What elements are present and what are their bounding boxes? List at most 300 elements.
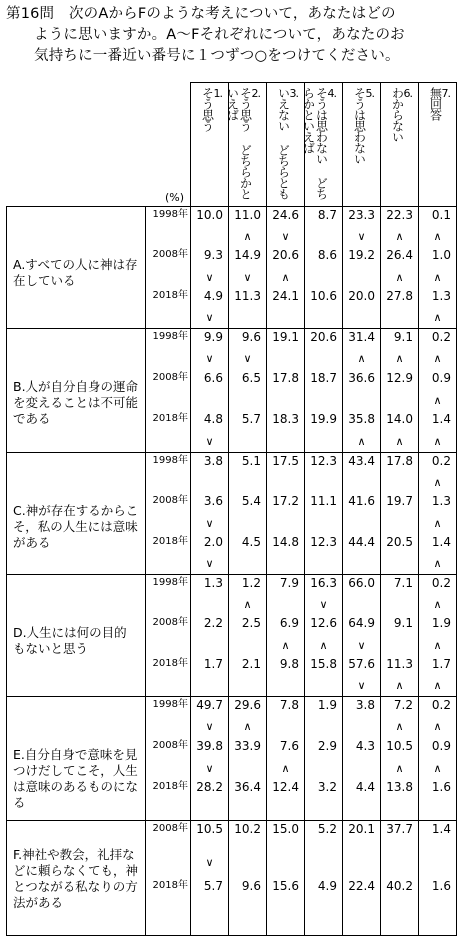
question-line-3: 気持ちに一番近い番号に１つずつ○をつけてください。 xyxy=(34,48,400,64)
significance-mark: ∨ xyxy=(229,349,267,370)
value-cell: 14.0 xyxy=(381,411,419,432)
significance-mark xyxy=(343,595,381,615)
value-cell: 9.1 xyxy=(381,328,419,349)
year-label: 2008年 xyxy=(152,371,188,383)
value-cell: 24.6 xyxy=(267,207,305,227)
significance-mark xyxy=(267,717,305,738)
value-cell: 36.6 xyxy=(343,370,381,391)
column-header-4 xyxy=(301,83,343,207)
significance-mark xyxy=(229,432,267,453)
value-cell: 4.8 xyxy=(191,411,229,432)
item-label-cell xyxy=(7,452,146,574)
value-cell: 3.8 xyxy=(343,696,381,717)
significance-mark xyxy=(229,849,267,878)
value-cell: 35.8 xyxy=(343,411,381,432)
column-number: 6. xyxy=(403,87,412,100)
table-row xyxy=(7,574,457,594)
value-cell: 17.8 xyxy=(267,370,305,391)
item-label-cell xyxy=(7,328,146,452)
significance-mark xyxy=(305,432,343,453)
significance-mark xyxy=(381,513,419,533)
significance-mark: ∧ xyxy=(419,227,457,247)
item-label: F.神社や教会，礼拝などに頼らなくても，神とつながる私なりの方法がある xyxy=(13,846,139,910)
significance-mark xyxy=(191,635,229,655)
survey-table xyxy=(6,82,457,936)
value-cell: 0.2 xyxy=(419,696,457,717)
year-label: 2018年 xyxy=(152,413,188,425)
value-cell: 5.2 xyxy=(305,820,343,849)
value-cell: 7.2 xyxy=(381,696,419,717)
value-cell: 17.5 xyxy=(267,452,305,472)
item-label: D.人生には何の目的もないと思う xyxy=(13,624,127,656)
column-label: そう思う どちらかといえば xyxy=(225,87,253,199)
value-cell: 40.2 xyxy=(381,878,419,907)
column-header-6 xyxy=(381,83,419,207)
significance-mark xyxy=(343,800,381,821)
value-cell: 20.0 xyxy=(343,288,381,308)
item-label-cell xyxy=(7,696,146,820)
mark-spacer xyxy=(146,308,191,328)
significance-mark: ∧ xyxy=(381,227,419,247)
mark-spacer xyxy=(146,267,191,287)
column-number: 1. xyxy=(213,87,222,100)
table-row xyxy=(7,696,457,717)
significance-mark xyxy=(305,676,343,696)
value-cell: 44.4 xyxy=(343,534,381,554)
significance-mark xyxy=(229,758,267,779)
significance-mark xyxy=(305,308,343,328)
significance-mark: ∧ xyxy=(343,432,381,453)
significance-mark: ∧ xyxy=(419,267,457,287)
significance-mark: ∧ xyxy=(229,227,267,247)
significance-mark: ∧ xyxy=(419,473,457,493)
value-cell: 19.2 xyxy=(343,247,381,267)
significance-mark: ∧ xyxy=(267,635,305,655)
significance-mark xyxy=(343,267,381,287)
significance-mark: ∧ xyxy=(381,349,419,370)
significance-mark xyxy=(267,308,305,328)
value-cell: 13.8 xyxy=(381,779,419,800)
significance-mark xyxy=(305,473,343,493)
significance-mark xyxy=(343,308,381,328)
value-cell: 26.4 xyxy=(381,247,419,267)
significance-mark: ∧ xyxy=(381,717,419,738)
significance-mark xyxy=(419,907,457,936)
value-cell: 16.3 xyxy=(305,574,343,594)
value-cell: 1.6 xyxy=(419,878,457,907)
significance-mark xyxy=(229,390,267,411)
significance-mark xyxy=(343,717,381,738)
value-cell: 0.9 xyxy=(419,738,457,759)
value-cell: 27.8 xyxy=(381,288,419,308)
percent-unit: (%) xyxy=(164,191,184,204)
value-cell: 22.3 xyxy=(381,207,419,227)
value-cell: 57.6 xyxy=(343,656,381,676)
significance-mark: ∧ xyxy=(381,432,419,453)
value-cell: 12.9 xyxy=(381,370,419,391)
significance-mark: ∨ xyxy=(191,717,229,738)
significance-mark xyxy=(267,473,305,493)
column-header-text xyxy=(201,87,223,131)
significance-mark: ∧ xyxy=(305,635,343,655)
value-cell: 3.6 xyxy=(191,493,229,513)
column-header-text xyxy=(429,87,451,120)
significance-mark: ∨ xyxy=(191,432,229,453)
value-cell: 1.4 xyxy=(419,534,457,554)
mark-spacer xyxy=(146,849,191,878)
mark-spacer xyxy=(146,717,191,738)
column-header-text xyxy=(391,87,413,142)
item-label: E.自分自身で意味を見つけだしてこそ，人生は意味のあるものになる xyxy=(13,746,139,810)
value-cell: 10.5 xyxy=(191,820,229,849)
significance-mark xyxy=(305,849,343,878)
significance-mark xyxy=(305,349,343,370)
significance-mark: ∨ xyxy=(343,227,381,247)
value-cell: 24.1 xyxy=(267,288,305,308)
significance-mark xyxy=(343,473,381,493)
value-cell: 20.5 xyxy=(381,534,419,554)
column-label: そうは思わない xyxy=(352,87,367,164)
mark-spacer xyxy=(146,432,191,453)
significance-mark xyxy=(191,676,229,696)
value-cell: 31.4 xyxy=(343,328,381,349)
year-label: 1998年 xyxy=(146,207,191,227)
mark-spacer xyxy=(146,227,191,247)
significance-mark: ∧ xyxy=(419,595,457,615)
column-label: いえない どちらとも xyxy=(276,87,291,199)
significance-mark: ∨ xyxy=(191,349,229,370)
item-label-cell xyxy=(7,207,146,329)
column-header-3 xyxy=(267,83,305,207)
significance-mark xyxy=(191,800,229,821)
year-label: 2008年 xyxy=(152,739,188,751)
value-cell: 0.2 xyxy=(419,574,457,594)
value-cell: 2.9 xyxy=(305,738,343,759)
value-cell: 17.8 xyxy=(381,452,419,472)
significance-mark xyxy=(229,907,267,936)
significance-mark: ∧ xyxy=(419,432,457,453)
value-cell: 4.5 xyxy=(229,534,267,554)
column-header-text xyxy=(353,87,375,164)
value-cell: 7.6 xyxy=(267,738,305,759)
year-label: 2008年 xyxy=(152,249,188,261)
column-header-text xyxy=(277,87,299,199)
value-cell: 15.0 xyxy=(267,820,305,849)
value-cell: 12.6 xyxy=(305,615,343,635)
significance-mark xyxy=(191,227,229,247)
item-label: A.すべての人に神は存在している xyxy=(13,257,138,288)
value-cell: 1.9 xyxy=(419,615,457,635)
value-cell: 1.6 xyxy=(419,779,457,800)
value-cell: 36.4 xyxy=(229,779,267,800)
column-header-1 xyxy=(191,83,229,207)
value-cell: 6.6 xyxy=(191,370,229,391)
value-cell: 20.6 xyxy=(305,328,343,349)
value-cell: 10.5 xyxy=(381,738,419,759)
value-cell: 9.9 xyxy=(191,328,229,349)
value-cell: 39.8 xyxy=(191,738,229,759)
significance-mark: ∧ xyxy=(229,595,267,615)
value-cell: 7.9 xyxy=(267,574,305,594)
value-cell: 4.3 xyxy=(343,738,381,759)
value-cell: 19.9 xyxy=(305,411,343,432)
value-cell: 4.4 xyxy=(343,779,381,800)
significance-mark xyxy=(229,554,267,574)
column-header-5 xyxy=(343,83,381,207)
mark-spacer xyxy=(146,554,191,574)
value-cell: 12.3 xyxy=(305,534,343,554)
value-cell: 20.1 xyxy=(343,820,381,849)
significance-mark: ∧ xyxy=(419,390,457,411)
significance-mark xyxy=(381,554,419,574)
value-cell: 0.1 xyxy=(419,207,457,227)
significance-mark xyxy=(305,513,343,533)
mark-spacer xyxy=(146,513,191,533)
value-cell: 9.6 xyxy=(229,878,267,907)
significance-mark xyxy=(381,473,419,493)
value-cell: 23.3 xyxy=(343,207,381,227)
significance-mark xyxy=(305,907,343,936)
year-label: 1998年 xyxy=(146,328,191,349)
significance-mark: ∧ xyxy=(419,308,457,328)
year-label: 2008年 xyxy=(146,820,191,849)
significance-mark xyxy=(305,267,343,287)
significance-mark: ∧ xyxy=(419,717,457,738)
significance-mark xyxy=(381,907,419,936)
mark-spacer xyxy=(146,635,191,655)
significance-mark: ∧ xyxy=(419,676,457,696)
item-label: B.人が自分自身の運命を変えることは不可能である xyxy=(13,378,139,426)
significance-mark xyxy=(191,595,229,615)
significance-mark xyxy=(267,432,305,453)
item-label-cell xyxy=(7,820,146,935)
value-cell: 5.7 xyxy=(229,411,267,432)
value-cell: 15.6 xyxy=(267,878,305,907)
header-blank xyxy=(7,83,191,207)
significance-mark xyxy=(381,390,419,411)
significance-mark: ∧ xyxy=(419,554,457,574)
header-row xyxy=(7,83,457,207)
significance-mark: ∧ xyxy=(381,267,419,287)
value-cell: 29.6 xyxy=(229,696,267,717)
value-cell: 9.8 xyxy=(267,656,305,676)
significance-mark: ∧ xyxy=(343,349,381,370)
column-header-2 xyxy=(225,83,267,207)
value-cell: 3.8 xyxy=(191,452,229,472)
value-cell: 15.8 xyxy=(305,656,343,676)
value-cell: 1.3 xyxy=(191,574,229,594)
table-row xyxy=(7,452,457,472)
column-number: 5. xyxy=(365,87,374,100)
item-label: C.神が存在するからこそ，私の人生には意味がある xyxy=(13,502,139,550)
year-label: 1998年 xyxy=(146,574,191,594)
significance-mark xyxy=(267,513,305,533)
value-cell: 20.6 xyxy=(267,247,305,267)
significance-mark: ∨ xyxy=(267,227,305,247)
significance-mark: ∨ xyxy=(191,513,229,533)
significance-mark xyxy=(419,849,457,878)
value-cell: 1.4 xyxy=(419,820,457,849)
value-cell: 1.4 xyxy=(419,411,457,432)
significance-mark: ∧ xyxy=(267,758,305,779)
significance-mark: ∧ xyxy=(267,267,305,287)
significance-mark xyxy=(343,849,381,878)
significance-mark xyxy=(191,390,229,411)
question-line-2: ように思いますか。A～Fそれぞれについて，あなたのお xyxy=(34,27,405,43)
significance-mark xyxy=(229,308,267,328)
significance-mark: ∨ xyxy=(343,676,381,696)
year-label: 2018年 xyxy=(152,780,188,792)
value-cell: 10.2 xyxy=(229,820,267,849)
significance-mark xyxy=(267,907,305,936)
value-cell: 7.8 xyxy=(267,696,305,717)
year-label: 2018年 xyxy=(152,657,188,669)
significance-mark xyxy=(305,227,343,247)
value-cell: 22.4 xyxy=(343,878,381,907)
value-cell: 5.4 xyxy=(229,493,267,513)
significance-mark: ∧ xyxy=(381,758,419,779)
significance-mark xyxy=(229,676,267,696)
value-cell: 0.2 xyxy=(419,328,457,349)
year-label: 2018年 xyxy=(152,289,188,301)
significance-mark: ∨ xyxy=(191,554,229,574)
value-cell: 49.7 xyxy=(191,696,229,717)
mark-spacer xyxy=(146,390,191,411)
value-cell: 66.0 xyxy=(343,574,381,594)
value-cell: 18.7 xyxy=(305,370,343,391)
value-cell: 10.6 xyxy=(305,288,343,308)
value-cell: 12.3 xyxy=(305,452,343,472)
significance-mark xyxy=(381,308,419,328)
year-label: 2008年 xyxy=(152,617,188,629)
significance-mark xyxy=(191,473,229,493)
mark-spacer xyxy=(146,676,191,696)
mark-spacer xyxy=(146,349,191,370)
column-number: 7. xyxy=(441,87,450,100)
significance-mark: ∨ xyxy=(191,758,229,779)
value-cell: 4.9 xyxy=(305,878,343,907)
value-cell: 37.7 xyxy=(381,820,419,849)
value-cell: 8.7 xyxy=(305,207,343,227)
significance-mark xyxy=(267,595,305,615)
column-label: そうは思わない どちらかといえば xyxy=(301,87,329,199)
significance-mark xyxy=(305,390,343,411)
significance-mark xyxy=(267,554,305,574)
significance-mark: ∨ xyxy=(305,595,343,615)
value-cell: 14.9 xyxy=(229,247,267,267)
column-label: そう思う xyxy=(200,87,215,131)
value-cell: 9.3 xyxy=(191,247,229,267)
column-label: 無回答 xyxy=(428,87,443,120)
significance-mark xyxy=(229,473,267,493)
value-cell: 19.1 xyxy=(267,328,305,349)
significance-mark: ∨ xyxy=(191,308,229,328)
value-cell: 17.2 xyxy=(267,493,305,513)
value-cell: 1.3 xyxy=(419,493,457,513)
significance-mark: ∧ xyxy=(381,676,419,696)
value-cell: 10.0 xyxy=(191,207,229,227)
significance-mark: ∨ xyxy=(229,267,267,287)
year-label: 1998年 xyxy=(146,452,191,472)
value-cell: 12.4 xyxy=(267,779,305,800)
mark-spacer xyxy=(146,595,191,615)
value-cell: 11.3 xyxy=(229,288,267,308)
value-cell: 4.9 xyxy=(191,288,229,308)
value-cell: 1.9 xyxy=(305,696,343,717)
value-cell: 1.2 xyxy=(229,574,267,594)
value-cell: 11.1 xyxy=(305,493,343,513)
value-cell: 33.9 xyxy=(229,738,267,759)
value-cell: 64.9 xyxy=(343,615,381,635)
value-cell: 2.2 xyxy=(191,615,229,635)
value-cell: 5.1 xyxy=(229,452,267,472)
mark-spacer xyxy=(146,800,191,821)
mark-spacer xyxy=(146,907,191,936)
significance-mark: ∧ xyxy=(419,349,457,370)
significance-mark xyxy=(343,554,381,574)
column-header-text xyxy=(226,87,261,206)
significance-mark xyxy=(267,676,305,696)
value-cell: 0.2 xyxy=(419,452,457,472)
value-cell: 6.9 xyxy=(267,615,305,635)
significance-mark xyxy=(229,635,267,655)
question-text xyxy=(6,4,458,67)
significance-mark xyxy=(229,800,267,821)
table-row xyxy=(7,207,457,227)
significance-mark xyxy=(343,390,381,411)
value-cell: 9.6 xyxy=(229,328,267,349)
value-cell: 3.2 xyxy=(305,779,343,800)
mark-spacer xyxy=(146,473,191,493)
value-cell: 0.9 xyxy=(419,370,457,391)
significance-mark xyxy=(305,717,343,738)
value-cell: 19.7 xyxy=(381,493,419,513)
value-cell: 11.0 xyxy=(229,207,267,227)
value-cell: 1.0 xyxy=(419,247,457,267)
question-line-1: 第16問 次のAからFのような考えについて，あなたはどの xyxy=(6,6,396,22)
significance-mark: ∧ xyxy=(419,635,457,655)
column-number: 4. xyxy=(327,87,336,100)
value-cell: 6.5 xyxy=(229,370,267,391)
significance-mark xyxy=(419,800,457,821)
significance-mark: ∧ xyxy=(229,717,267,738)
column-number: 3. xyxy=(289,87,298,100)
column-label: わからない xyxy=(390,87,405,142)
significance-mark xyxy=(191,907,229,936)
mark-spacer xyxy=(146,758,191,779)
value-cell: 43.4 xyxy=(343,452,381,472)
significance-mark xyxy=(381,595,419,615)
significance-mark: ∨ xyxy=(191,849,229,878)
item-label-cell xyxy=(7,574,146,696)
value-cell: 2.1 xyxy=(229,656,267,676)
year-label: 2008年 xyxy=(152,495,188,507)
value-cell: 8.6 xyxy=(305,247,343,267)
significance-mark xyxy=(267,849,305,878)
value-cell: 1.7 xyxy=(191,656,229,676)
value-cell: 1.7 xyxy=(419,656,457,676)
table-row xyxy=(7,328,457,349)
significance-mark: ∧ xyxy=(419,513,457,533)
significance-mark: ∨ xyxy=(343,635,381,655)
significance-mark xyxy=(381,800,419,821)
year-label: 2018年 xyxy=(152,879,188,891)
column-number: 2. xyxy=(251,87,260,100)
significance-mark: ∧ xyxy=(419,758,457,779)
value-cell: 41.6 xyxy=(343,493,381,513)
significance-mark xyxy=(267,349,305,370)
year-label: 1998年 xyxy=(146,696,191,717)
